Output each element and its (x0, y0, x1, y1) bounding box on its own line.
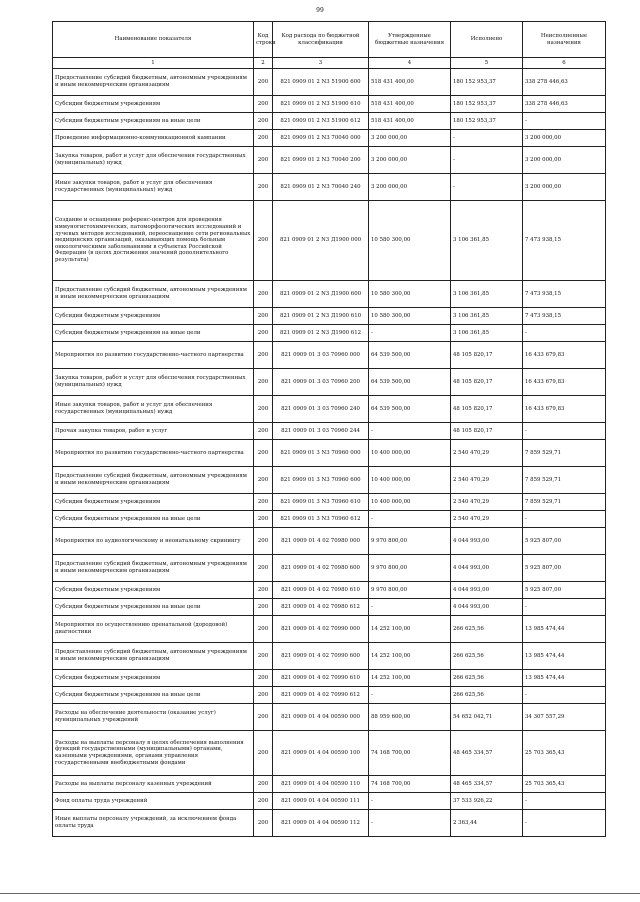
row-name: Субсидии бюджетным учреждениям на иные цели (53, 325, 254, 342)
row-approved: 3 200 000,00 (369, 174, 451, 201)
row-executed: 3 106 361,85 (451, 325, 523, 342)
table-row (53, 643, 606, 670)
row-classification: 821 0909 01 2 N3 70040 200 (273, 147, 369, 174)
row-name: Иные закупки товаров, работ и услуг для обеспечения государственных (муниципальных) нужд (53, 174, 254, 201)
row-code: 200 (254, 174, 273, 201)
row-name: Субсидии бюджетным учреждениям (53, 670, 254, 687)
row-name: Мероприятия по аудиологическому и неонатальному скринингу (53, 528, 254, 555)
row-unexecuted: 3 200 000,00 (523, 130, 606, 147)
row-name: Расходы на обеспечение деятельности (оказание услуг) муниципальных учреждений (53, 704, 254, 731)
table-row (53, 281, 606, 308)
table-row (53, 599, 606, 616)
row-code: 200 (254, 810, 273, 837)
table-row (53, 670, 606, 687)
row-code: 200 (254, 113, 273, 130)
row-name: Субсидии бюджетным учреждениям на иные цели (53, 687, 254, 704)
row-classification: 821 0909 01 4 04 00590 112 (273, 810, 369, 837)
header-rest: Неисполненные назначения (523, 22, 606, 58)
row-code: 200 (254, 396, 273, 423)
row-name: Предоставление субсидий бюджетным, автономным учреждениям и иным некоммерческим организациям (53, 69, 254, 96)
row-classification: 821 0909 01 4 04 00590 000 (273, 704, 369, 731)
row-approved: 3 200 000,00 (369, 147, 451, 174)
row-unexecuted: 16 433 679,83 (523, 369, 606, 396)
row-code: 200 (254, 281, 273, 308)
row-unexecuted: 25 703 365,43 (523, 776, 606, 793)
row-unexecuted: - (523, 113, 606, 130)
row-code: 200 (254, 670, 273, 687)
row-unexecuted: 7 473 938,15 (523, 281, 606, 308)
row-code: 200 (254, 616, 273, 643)
row-executed: 48 105 820,17 (451, 423, 523, 440)
row-name: Прочая закупка товаров, работ и услуг (53, 423, 254, 440)
row-unexecuted: 16 433 679,83 (523, 396, 606, 423)
row-code: 200 (254, 342, 273, 369)
row-approved: 14 252 100,00 (369, 670, 451, 687)
table-row (53, 528, 606, 555)
row-unexecuted: 7 859 529,71 (523, 494, 606, 511)
row-executed: 180 152 953,37 (451, 96, 523, 113)
row-approved: 64 539 500,00 (369, 369, 451, 396)
row-classification: 821 0909 01 3 N3 70960 610 (273, 494, 369, 511)
row-name: Создание и оснащение референс-центров для проведения иммуногистохимических, патоморфологических исследований и лучевых методов исследований, переоснащение сети региональных медицинских организаций, оказывающих помощь больным онкологическими заболеваниями в субъектах Российской Федерации (в целях достижения значений дополнительного результата) (53, 201, 254, 281)
table-row (53, 616, 606, 643)
table-row (53, 369, 606, 396)
row-approved: 9 970 800,00 (369, 528, 451, 555)
row-approved: 3 200 000,00 (369, 130, 451, 147)
row-code: 200 (254, 369, 273, 396)
row-code: 200 (254, 325, 273, 342)
row-classification: 821 0909 01 2 N3 70040 240 (273, 174, 369, 201)
row-approved: - (369, 793, 451, 810)
row-classification: 821 0909 01 2 N3 Д1900 612 (273, 325, 369, 342)
row-classification: 821 0909 01 3 N3 70960 000 (273, 440, 369, 467)
row-classification: 821 0909 01 4 04 00590 111 (273, 793, 369, 810)
table-row (53, 687, 606, 704)
row-code: 200 (254, 582, 273, 599)
row-classification: 821 0909 01 4 02 70990 000 (273, 616, 369, 643)
row-name: Фонд оплаты труда учреждений (53, 793, 254, 810)
row-classification: 821 0909 01 4 04 00590 110 (273, 776, 369, 793)
table-row (53, 174, 606, 201)
row-executed: - (451, 174, 523, 201)
row-approved: 10 400 000,00 (369, 440, 451, 467)
row-name: Субсидии бюджетным учреждениям (53, 494, 254, 511)
row-executed: 48 105 820,17 (451, 342, 523, 369)
row-unexecuted: 25 703 365,43 (523, 731, 606, 776)
row-executed: 266 625,56 (451, 616, 523, 643)
row-code: 200 (254, 440, 273, 467)
row-executed: 2 540 470,29 (451, 467, 523, 494)
header-done: Исполнено (451, 22, 523, 58)
row-classification: 821 0909 01 4 02 70980 600 (273, 555, 369, 582)
row-unexecuted: 13 985 474,44 (523, 643, 606, 670)
row-unexecuted: 13 985 474,44 (523, 670, 606, 687)
row-name: Субсидии бюджетным учреждениям на иные цели (53, 599, 254, 616)
row-approved: 518 431 400,00 (369, 113, 451, 130)
row-name: Предоставление субсидий бюджетным, автономным учреждениям и иным некоммерческим организациям (53, 281, 254, 308)
row-approved: 14 252 100,00 (369, 616, 451, 643)
row-unexecuted: 338 278 446,63 (523, 96, 606, 113)
row-name: Закупка товаров, работ и услуг для обеспечения государственных (муниципальных) нужд (53, 369, 254, 396)
row-code: 200 (254, 555, 273, 582)
row-name: Предоставление субсидий бюджетным, автономным учреждениям и иным некоммерческим организациям (53, 643, 254, 670)
row-name: Субсидии бюджетным учреждениям на иные цели (53, 113, 254, 130)
row-name: Иные закупки товаров, работ и услуг для обеспечения государственных (муниципальных) нужд (53, 396, 254, 423)
row-code: 200 (254, 423, 273, 440)
row-name: Расходы на выплаты персоналу казенных учреждений (53, 776, 254, 793)
row-approved: 518 431 400,00 (369, 96, 451, 113)
table-row (53, 731, 606, 776)
header-approved: Утвержденные бюджетные назначения (369, 22, 451, 58)
table-row (53, 201, 606, 281)
table-row (53, 810, 606, 837)
row-approved: - (369, 810, 451, 837)
row-executed: 4 044 993,00 (451, 599, 523, 616)
header-name: Наименование показателя (53, 22, 254, 58)
row-executed: 2 363,44 (451, 810, 523, 837)
table-row (53, 69, 606, 96)
row-approved: - (369, 511, 451, 528)
row-approved: 10 580 300,00 (369, 281, 451, 308)
row-classification: 821 0909 01 4 02 70990 612 (273, 687, 369, 704)
row-executed: 266 625,56 (451, 643, 523, 670)
row-code: 200 (254, 494, 273, 511)
row-unexecuted: 338 278 446,63 (523, 69, 606, 96)
row-approved: 88 959 600,00 (369, 704, 451, 731)
row-code: 200 (254, 599, 273, 616)
row-code: 200 (254, 793, 273, 810)
column-number: 6 (523, 58, 606, 69)
row-approved: 518 431 400,00 (369, 69, 451, 96)
row-name: Предоставление субсидий бюджетным, автономным учреждениям и иным некоммерческим организациям (53, 555, 254, 582)
row-unexecuted: 13 985 474,44 (523, 616, 606, 643)
row-code: 200 (254, 511, 273, 528)
table-row (53, 776, 606, 793)
row-approved: - (369, 687, 451, 704)
row-unexecuted: 7 859 529,71 (523, 467, 606, 494)
row-unexecuted: 7 473 938,15 (523, 201, 606, 281)
row-executed: - (451, 147, 523, 174)
page-bottom-line (0, 893, 640, 894)
row-classification: 821 0909 01 2 N3 51900 612 (273, 113, 369, 130)
page-number: 99 (316, 7, 324, 14)
row-approved: - (369, 325, 451, 342)
row-classification: 821 0909 01 2 N3 Д1900 610 (273, 308, 369, 325)
row-name: Субсидии бюджетным учреждениям на иные цели (53, 511, 254, 528)
table-row (53, 147, 606, 174)
table-row (53, 511, 606, 528)
row-unexecuted: - (523, 325, 606, 342)
row-code: 200 (254, 704, 273, 731)
row-name: Мероприятия по развитию государственно-частного партнерства (53, 440, 254, 467)
column-number: 3 (273, 58, 369, 69)
row-name: Субсидии бюджетным учреждениям (53, 308, 254, 325)
row-executed: 4 044 993,00 (451, 555, 523, 582)
row-executed: 266 625,56 (451, 687, 523, 704)
row-approved: 9 970 800,00 (369, 555, 451, 582)
row-unexecuted: - (523, 599, 606, 616)
column-number: 5 (451, 58, 523, 69)
row-name: Проведение информационно-коммуникационной кампании (53, 130, 254, 147)
row-approved: 9 970 800,00 (369, 582, 451, 599)
table-row (53, 308, 606, 325)
row-executed: 3 106 361,85 (451, 281, 523, 308)
row-unexecuted: 3 200 000,00 (523, 174, 606, 201)
table-row (53, 423, 606, 440)
row-unexecuted: 5 925 807,00 (523, 528, 606, 555)
header-class: Код расхода по бюджетной классификации (273, 22, 369, 58)
row-name: Предоставление субсидий бюджетным, автономным учреждениям и иным некоммерческим организациям (53, 467, 254, 494)
row-code: 200 (254, 130, 273, 147)
row-code: 200 (254, 687, 273, 704)
row-classification: 821 0909 01 2 N3 51900 600 (273, 69, 369, 96)
row-unexecuted: 7 473 938,15 (523, 308, 606, 325)
row-name: Закупка товаров, работ и услуг для обеспечения государственных (муниципальных) нужд (53, 147, 254, 174)
table-row (53, 96, 606, 113)
row-executed: 48 105 820,17 (451, 369, 523, 396)
row-approved: 74 168 700,00 (369, 776, 451, 793)
row-approved: 10 580 300,00 (369, 201, 451, 281)
row-executed: 180 152 953,37 (451, 113, 523, 130)
row-classification: 821 0909 01 3 03 70960 000 (273, 342, 369, 369)
row-approved: 64 539 500,00 (369, 396, 451, 423)
row-approved: 10 400 000,00 (369, 494, 451, 511)
row-executed: 48 105 820,17 (451, 396, 523, 423)
row-approved: 14 252 100,00 (369, 643, 451, 670)
column-number: 1 (53, 58, 254, 69)
row-approved: - (369, 599, 451, 616)
row-classification: 821 0909 01 4 02 70980 612 (273, 599, 369, 616)
table-row (53, 494, 606, 511)
row-code: 200 (254, 467, 273, 494)
row-classification: 821 0909 01 4 02 70990 600 (273, 643, 369, 670)
row-unexecuted: - (523, 687, 606, 704)
row-name: Расходы на выплаты персоналу в целях обеспечения выполнения функций государственными (муниципальными) органами, казенными учреждениями, органами управления государственными внебюджетными фондами (53, 731, 254, 776)
row-approved: 74 168 700,00 (369, 731, 451, 776)
row-classification: 821 0909 01 3 N3 70960 612 (273, 511, 369, 528)
row-approved: - (369, 423, 451, 440)
row-unexecuted: 5 925 807,00 (523, 582, 606, 599)
table-row (53, 793, 606, 810)
row-classification: 821 0909 01 4 02 70980 610 (273, 582, 369, 599)
table-row (53, 342, 606, 369)
row-executed: 2 540 470,29 (451, 494, 523, 511)
budget-table (52, 21, 606, 837)
row-code: 200 (254, 528, 273, 555)
row-approved: 64 539 500,00 (369, 342, 451, 369)
row-code: 200 (254, 201, 273, 281)
row-classification: 821 0909 01 3 N3 70960 600 (273, 467, 369, 494)
table-row (53, 396, 606, 423)
row-executed: 54 652 042,71 (451, 704, 523, 731)
row-approved: 10 400 000,00 (369, 467, 451, 494)
row-name: Мероприятия по осуществлению пренатальной (дородовой) диагностики (53, 616, 254, 643)
row-classification: 821 0909 01 2 N3 Д1900 600 (273, 281, 369, 308)
column-number: 4 (369, 58, 451, 69)
row-code: 200 (254, 776, 273, 793)
row-code: 200 (254, 731, 273, 776)
column-number: 2 (254, 58, 273, 69)
table-row (53, 704, 606, 731)
table-row (53, 582, 606, 599)
row-code: 200 (254, 69, 273, 96)
row-unexecuted: - (523, 810, 606, 837)
row-executed: 266 625,56 (451, 670, 523, 687)
row-code: 200 (254, 147, 273, 174)
row-executed: 2 540 470,29 (451, 511, 523, 528)
row-classification: 821 0909 01 2 N3 70040 000 (273, 130, 369, 147)
row-classification: 821 0909 01 2 N3 51900 610 (273, 96, 369, 113)
row-code: 200 (254, 308, 273, 325)
row-name: Субсидии бюджетным учреждениям (53, 96, 254, 113)
row-executed: 48 465 334,57 (451, 776, 523, 793)
row-unexecuted: - (523, 423, 606, 440)
row-classification: 821 0909 01 3 03 70960 244 (273, 423, 369, 440)
row-executed: 180 152 953,37 (451, 69, 523, 96)
row-executed: 4 044 993,00 (451, 528, 523, 555)
row-unexecuted: 5 925 807,00 (523, 555, 606, 582)
header-code: Код строки (254, 22, 273, 58)
row-name: Мероприятия по развитию государственно-частного партнерства (53, 342, 254, 369)
row-code: 200 (254, 96, 273, 113)
row-unexecuted: 3 200 000,00 (523, 147, 606, 174)
row-unexecuted: - (523, 793, 606, 810)
row-name: Субсидии бюджетным учреждениям (53, 582, 254, 599)
row-classification: 821 0909 01 2 N3 Д1900 000 (273, 201, 369, 281)
row-name: Иные выплаты персоналу учреждений, за исключением фонда оплаты труда (53, 810, 254, 837)
table-row (53, 467, 606, 494)
row-unexecuted: 16 433 679,83 (523, 342, 606, 369)
table-row (53, 130, 606, 147)
row-unexecuted: - (523, 511, 606, 528)
row-unexecuted: 7 859 529,71 (523, 440, 606, 467)
table-row (53, 440, 606, 467)
table-row (53, 325, 606, 342)
row-approved: 10 580 300,00 (369, 308, 451, 325)
row-executed: 3 106 361,85 (451, 201, 523, 281)
row-code: 200 (254, 643, 273, 670)
row-classification: 821 0909 01 4 04 00590 100 (273, 731, 369, 776)
row-classification: 821 0909 01 4 02 70980 000 (273, 528, 369, 555)
row-executed: 4 044 993,00 (451, 582, 523, 599)
row-executed: 3 106 361,85 (451, 308, 523, 325)
row-classification: 821 0909 01 4 02 70990 610 (273, 670, 369, 687)
row-unexecuted: 34 307 557,29 (523, 704, 606, 731)
row-executed: - (451, 130, 523, 147)
row-classification: 821 0909 01 3 03 70960 240 (273, 396, 369, 423)
row-executed: 48 465 334,57 (451, 731, 523, 776)
table-row (53, 555, 606, 582)
row-executed: 37 533 926,22 (451, 793, 523, 810)
row-classification: 821 0909 01 3 03 70960 200 (273, 369, 369, 396)
table-row (53, 113, 606, 130)
row-executed: 2 540 470,29 (451, 440, 523, 467)
